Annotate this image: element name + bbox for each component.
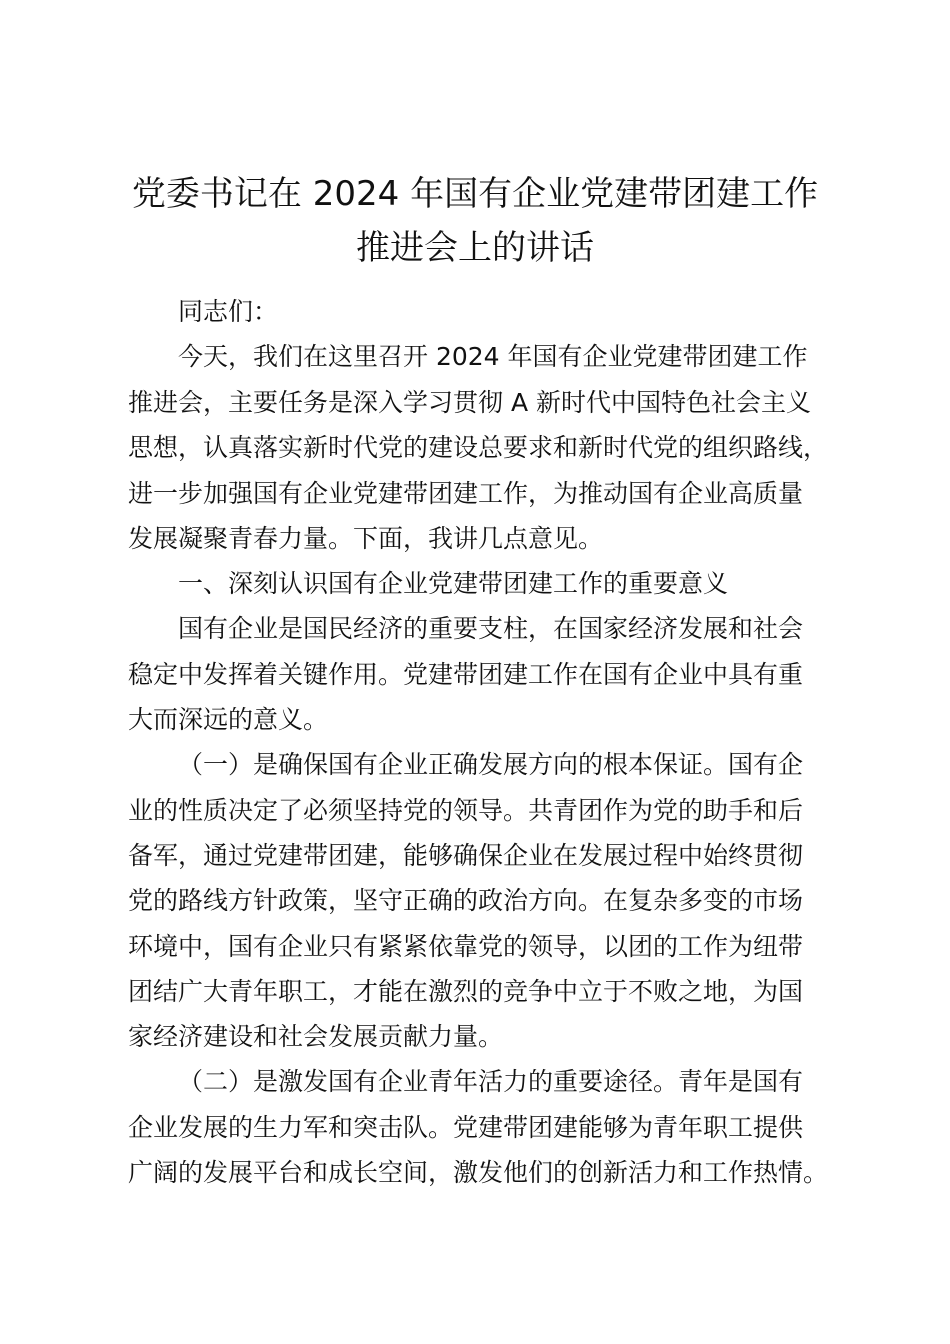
paragraph-line: 推进会，主要任务是深入学习贯彻 A 新时代中国特色社会主义	[128, 388, 811, 417]
salutation: 同志们：	[178, 297, 279, 326]
paragraph-line: 业的性质决定了必须坚持党的领导。共青团作为党的助手和后	[128, 796, 804, 825]
paragraph-line: 今天，我们在这里召开 2024 年国有企业党建带团建工作	[178, 342, 808, 371]
paragraph-line: 环境中，国有企业只有紧紧依靠党的领导，以团的工作为纽带	[128, 932, 804, 961]
paragraph-line: 发展凝聚青春力量。下面，我讲几点意见。	[128, 524, 604, 553]
section-heading: 一、深刻认识国有企业党建带团建工作的重要意义	[178, 569, 729, 598]
paragraph-line: 团结广大青年职工，才能在激烈的竞争中立于不败之地，为国	[128, 977, 804, 1006]
paragraph-line: 国有企业是国民经济的重要支柱，在国家经济发展和社会	[178, 614, 804, 643]
paragraph-line: 进一步加强国有企业党建带团建工作，为推动国有企业高质量	[128, 479, 804, 508]
paragraph-line: 党的路线方针政策，坚守正确的政治方向。在复杂多变的市场	[128, 886, 804, 915]
paragraph-line: 稳定中发挥着关键作用。党建带团建工作在国有企业中具有重	[128, 660, 804, 689]
paragraph-line: 企业发展的生力军和突击队。党建带团建能够为青年职工提供	[128, 1113, 804, 1142]
paragraph-line: 广阔的发展平台和成长空间，激发他们的创新活力和工作热情。	[128, 1158, 829, 1187]
paragraph-line: （二）是激发国有企业青年活力的重要途径。青年是国有	[178, 1067, 804, 1096]
paragraph-line: 思想，认真落实新时代党的建设总要求和新时代党的组织路线，	[128, 433, 829, 462]
paragraph-line: 大而深远的意义。	[128, 705, 329, 734]
paragraph-line: 备军，通过党建带团建，能够确保企业在发展过程中始终贯彻	[128, 841, 804, 870]
paragraph-line: 家经济建设和社会发展贡献力量。	[128, 1022, 504, 1051]
document-title-line-1: 党委书记在 2024 年国有企业党建带团建工作	[131, 174, 819, 214]
paragraph-line: （一）是确保国有企业正确发展方向的根本保证。国有企	[178, 750, 804, 779]
document-title-line-2: 推进会上的讲话	[356, 228, 594, 268]
